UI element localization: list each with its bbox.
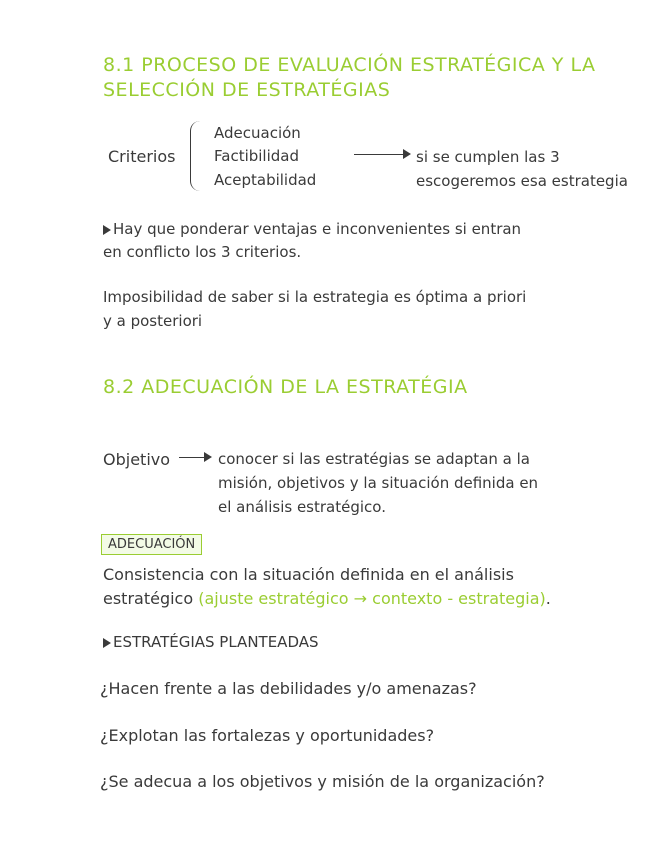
section-heading-8-2: 8.2 ADECUACIÓN DE LA ESTRATÉGIA — [103, 376, 468, 398]
consistency-line1: Consistencia con la situación definida en el análisis — [103, 565, 514, 584]
question-2: ¿Explotan las fortalezas y oportunidades? — [100, 726, 435, 745]
consistency-line2 — [103, 589, 551, 608]
section-heading-8-1-line1: 8.1 PROCESO DE EVALUACIÓN ESTRATÉGICA Y LA — [103, 54, 596, 76]
consistency-line2-end: . — [545, 589, 551, 608]
objective-line1: conocer si las estratégias se adaptan a la — [218, 450, 530, 468]
objective-arrow-line — [179, 457, 205, 458]
arrow-line — [354, 154, 404, 155]
bullet-triangle-icon — [103, 225, 111, 235]
arrow-right-icon — [403, 149, 411, 159]
criteria-item-factibilidad: Factibilidad — [214, 147, 299, 165]
objective-line2: misión, objetivos y la situación definida en — [218, 474, 539, 492]
planned-title-text: ESTRATÉGIAS PLANTEADAS — [113, 633, 319, 651]
consistency-arrow-icon: → — [353, 589, 368, 608]
curly-brace — [190, 121, 201, 191]
arrow-right-icon — [204, 452, 212, 462]
objective-line3: el análisis estratégico. — [218, 498, 386, 516]
note1-line1-text: Hay que ponderar ventajas e inconvenientes si entran — [113, 220, 522, 238]
objective-label: Objetivo — [103, 450, 171, 469]
criteria-item-adecuacion: Adecuación — [214, 124, 301, 142]
criteria-label: Criterios — [108, 147, 176, 166]
consistency-line2-start: estratégico — [103, 589, 194, 608]
note1-line2: en conflicto los 3 criterios. — [103, 243, 302, 261]
question-3: ¿Se adecua a los objetivos y misión de la organización? — [100, 772, 545, 791]
bullet-triangle-icon — [103, 638, 111, 648]
consistency-green-b: contexto - estrategia) — [372, 589, 546, 608]
note2-line1: Imposibilidad de saber si la estrategia es óptima a priori — [103, 288, 527, 306]
planned-title — [103, 633, 319, 651]
note1-line1 — [103, 220, 521, 238]
note2-line2: y a posteriori — [103, 312, 203, 330]
section-heading-8-1-line2: SELECCIÓN DE ESTRATÉGIAS — [103, 79, 391, 101]
adecuacion-box: ADECUACIÓN — [101, 534, 202, 555]
consistency-green-a: (ajuste estratégico — [198, 589, 349, 608]
question-1: ¿Hacen frente a las debilidades y/o amenazas? — [100, 679, 477, 698]
criteria-item-aceptabilidad: Aceptabilidad — [214, 171, 317, 189]
criteria-result-line1: si se cumplen las 3 — [416, 148, 560, 166]
criteria-result-line2: escogeremos esa estrategia — [416, 172, 628, 190]
